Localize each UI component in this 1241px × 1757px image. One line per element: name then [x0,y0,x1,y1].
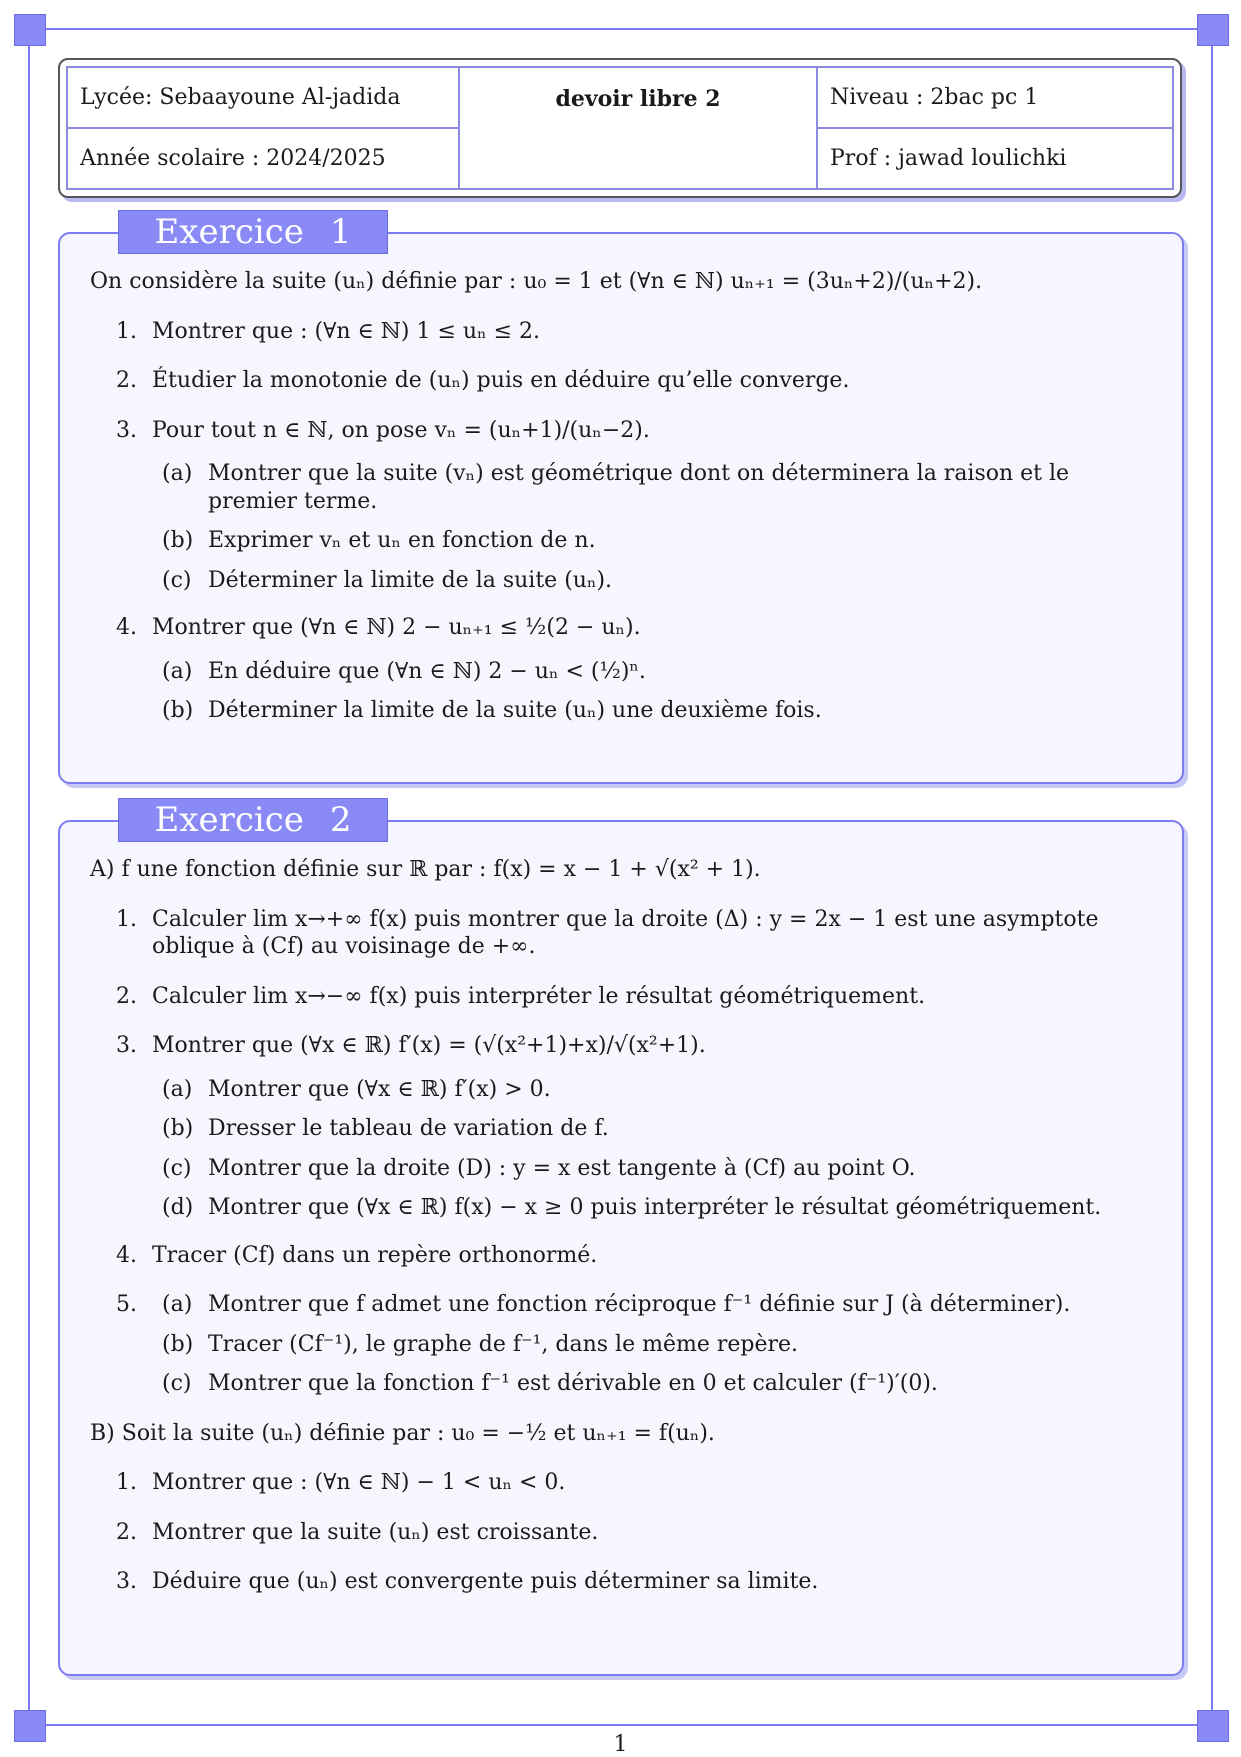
list-item: 1. Montrer que : (∀n ∈ ℕ) 1 ≤ uₙ ≤ 2. [116,318,540,344]
sub-item: (a) En déduire que (∀n ∈ ℕ) 2 − uₙ < (½)ⁿ. [162,658,646,684]
corner-top-left [14,14,46,46]
sub-item: 5. (a) Montrer que f admet une fonction réciproque f⁻¹ définie sur J (à déterminer). [116,1292,1071,1317]
list-item: 1. Calculer lim x→+∞ f(x) puis montrer que la droite (Δ) : y = 2x − 1 est une asymptote oblique à (Cf) au voisinage de +∞. [116,906,1099,959]
frame-right [1211,28,1213,1726]
assignment-title: devoir libre 2 [459,67,817,189]
sub-item: (a) Montrer que (∀x ∈ ℝ) f′(x) > 0. [162,1076,551,1102]
list-item: 2. Étudier la monotonie de (uₙ) puis en déduire qu’elle converge. [116,368,850,393]
list-item: 3. Déduire que (uₙ) est convergente puis déterminer sa limite. [116,1569,819,1594]
frame-top [28,28,1213,30]
frame-bottom [28,1724,1213,1726]
sub-item: (b) Dresser le tableau de variation de f. [162,1116,609,1141]
list-item: 4. Tracer (Cf) dans un repère orthonormé. [116,1242,598,1268]
exercise-2-title: Exercice 2 [118,798,388,842]
exercise-2-content [90,856,1152,1618]
list-item: 2. Calculer lim x→−∞ f(x) puis interpréter le résultat géométriquement. [116,983,926,1009]
exercise-1-content [90,268,1152,737]
sub-item: (c) Déterminer la limite de la suite (uₙ). [162,567,613,593]
list-item: 1. Montrer que : (∀n ∈ ℕ) − 1 < uₙ < 0. [116,1470,566,1495]
exercise-1-intro: On considère la suite (uₙ) définie par : u₀ = 1 et (∀n ∈ ℕ) uₙ₊₁ = (3uₙ+2)/(uₙ+2). [90,269,983,294]
school-cell: Lycée: Sebaayoune Al-jadida [67,67,459,128]
list-item: 4. Montrer que (∀n ∈ ℕ) 2 − uₙ₊₁ ≤ ½(2 − uₙ). [116,615,641,640]
teacher-cell: Prof : jawad loulichki [817,128,1173,189]
list-item: 2. Montrer que la suite (uₙ) est croissante. [116,1519,599,1545]
part-b-statement: B) Soit la suite (uₙ) définie par : u₀ = −½ et uₙ₊₁ = f(uₙ). [90,1420,715,1446]
year-cell: Année scolaire : 2024/2025 [67,128,459,189]
corner-top-right [1197,14,1229,46]
list-item: 3. Pour tout n ∈ ℕ, on pose vₙ = (uₙ+1)/(uₙ−2). [116,417,650,443]
sub-item: (b) Déterminer la limite de la suite (uₙ) une deuxième fois. [162,698,822,723]
exercise-1-box [58,212,1184,784]
sub-item: (b) Exprimer vₙ et uₙ en fonction de n. [162,528,596,553]
sub-item: (c) Montrer que la fonction f⁻¹ est dérivable en 0 et calculer (f⁻¹)′(0). [162,1371,938,1396]
part-a-statement: A) f une fonction définie sur ℝ par : f(x) = x − 1 + √(x² + 1). [90,857,761,882]
page-number: 1 [613,1732,628,1757]
sub-item: (c) Montrer que la droite (D) : y = x est tangente à (Cf) au point O. [162,1155,916,1181]
header-table [58,58,1182,198]
level-cell: Niveau : 2bac pc 1 [817,67,1173,128]
sub-item: (d) Montrer que (∀x ∈ ℝ) f(x) − x ≥ 0 puis interpréter le résultat géométriquement. [162,1195,1102,1220]
sub-item: (a) Montrer que la suite (vₙ) est géométrique dont on déterminera la raison et le premier terme. [162,461,1070,514]
exercise-1-title: Exercice 1 [118,210,388,254]
sub-item: (b) Tracer (Cf⁻¹), le graphe de f⁻¹, dans le même repère. [162,1331,799,1357]
list-item: 3. Montrer que (∀x ∈ ℝ) f′(x) = (√(x²+1)+x)/√(x²+1). [116,1033,706,1058]
exercise-2-box [58,800,1184,1676]
frame-left [28,28,30,1726]
